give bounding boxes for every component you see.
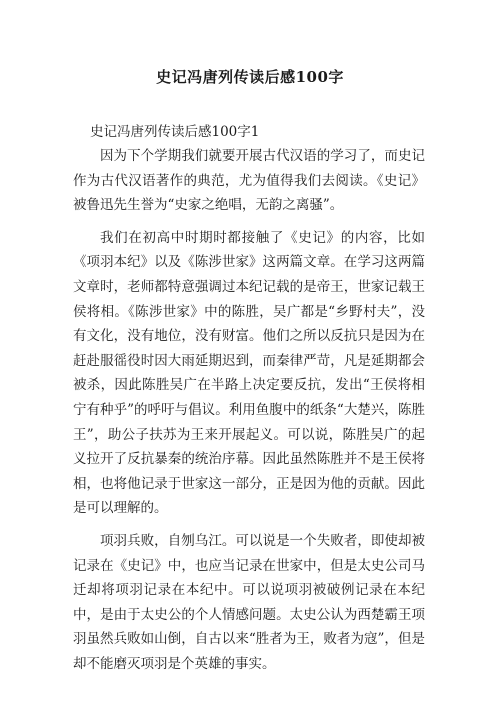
paragraph-2: 我们在初高中时期时都接触了《史记》的内容，比如《项羽本纪》以及《陈涉世家》这两篇文章。在学习这两篇文章时，老师都特意强调过本纪记载的是帝王，世家记载王侯将相。《陈涉世家》中的陈胜，吴广都是“乡野村夫”，没有文化，没有地位，没有财富。他们之所以反抗只是因为在赶赴服徭役时因大雨延期迟到，而秦律严苛，凡是延期都会被杀，因此陈胜吴广在半路上决定要反抗，发出“王侯将相宁有种乎”的呼吁与倡议。利用鱼腹中的纸条“大楚兴，陈胜王”，助公子扶苏为王来开展起义。可以说，陈胜吴广的起义拉开了反抗暴秦的统治序幕。因此虽然陈胜并不是王侯将相，也将他记录于世家这一部分，正是因为他的贡献。因此是可以理解的。 xyxy=(73,229,425,517)
paragraph-1: 因为下个学期我们就要开展古代汉语的学习了，而史记作为古代汉语著作的典范，尤为值得我们去阅读。《史记》被鲁迅先生誉为“史家之绝唱，无韵之离骚”。 xyxy=(73,148,425,214)
document-subtitle: 史记冯唐列传读后感100字1 xyxy=(90,124,260,140)
document-title: 史记冯唐列传读后感100字 xyxy=(156,68,344,86)
document-body xyxy=(73,144,425,684)
paragraph-3: 项羽兵败，自刎乌江。可以说是一个失败者，即使却被记录在《史记》中，也应当记录在世家中，但是太史公司马迁却将项羽记录在本纪中。可以说项羽被破例记录在本纪中，是由于太史公的个人情感问题。太史公认为西楚霸王项羽虽然兵败如山倒，自古以来“胜者为王，败者为寇”，但是却不能磨灭项羽是个英雄的事实。 xyxy=(73,532,425,672)
